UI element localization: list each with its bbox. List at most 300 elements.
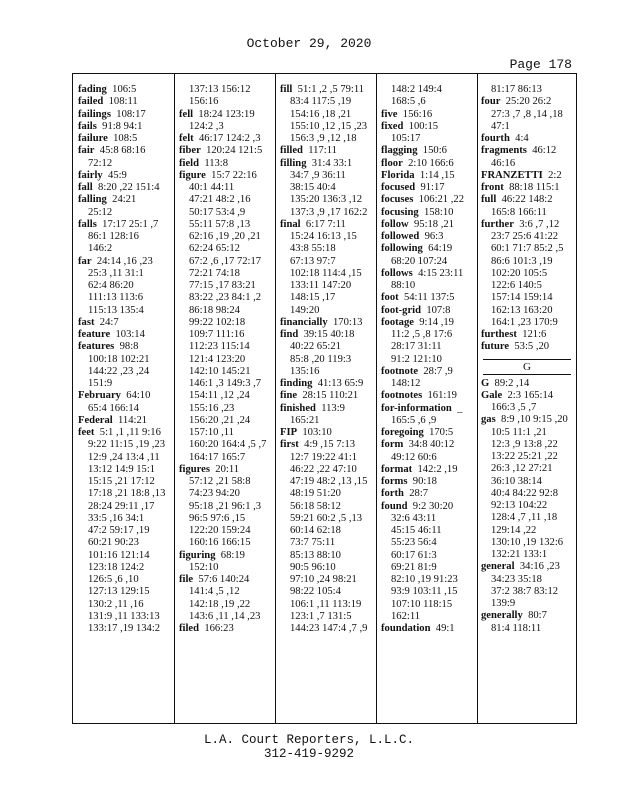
index-references: 91:17 [420,182,445,193]
index-headword: first [280,439,299,451]
index-continuation: 164:1 ,23 170:9 [491,316,558,328]
index-continuation: 144:23 147:4 ,7 ,9 [290,623,368,634]
index-entry [381,501,475,513]
index-headword: future [481,341,510,353]
index-references: 170:5 [429,427,454,438]
index-headword: finding [280,378,313,389]
index-references: 39:15 40:18 [303,329,355,340]
index-entry [381,268,475,280]
index-continuation: 96:5 97:6 ,15 [189,512,246,524]
index-headword: G [481,377,490,389]
index-headword: fading [78,84,107,95]
index-references: 6:17 7:11 [305,218,346,230]
index-continuation: 148:12 [391,378,421,389]
index-continuation: 139:9 [491,598,516,609]
index-headword: fair [78,145,95,157]
index-entry [280,403,374,415]
index-references: 117:11 [308,145,337,157]
index-continuation: 151:9 [88,378,113,389]
index-references: 120:24 121:5 [206,145,263,157]
index-entry [78,170,172,182]
index-references: 88:18 115:1 [509,182,560,193]
index-entry [481,378,573,390]
index-references: 1:14 ,15 [419,169,455,181]
index-references: 28:7 [409,488,429,500]
index-continuation: 73:7 75:11 [290,537,336,549]
index-headword: fragments [481,145,527,157]
index-references: 161:19 [427,390,457,402]
index-headword: foregoing [381,427,424,438]
index-continuation: 48:19 51:20 [290,488,341,500]
index-references: 24:7 [99,316,119,328]
index-headword: figure [179,169,206,181]
index-references: 31:4 33:1 [311,157,353,169]
index-continuation: 146:1 ,3 149:3 ,7 [189,378,262,389]
index-references: 20:11 [215,463,240,475]
index-references: 17:17 25:1 ,7 [102,218,159,230]
index-continuation: 105:17 [391,133,421,144]
index-references: 46:22 148:2 [501,194,553,206]
index-continuation: 38:15 40:4 [290,182,336,193]
index-continuation: 60:1 71:7 85:2 ,5 [491,243,564,255]
index-continuation: 168:5 ,6 [391,96,426,108]
index-continuation: 144:22 ,23 ,24 [88,365,150,377]
index-continuation: 152:10 [189,561,219,573]
index-references: _ [457,402,463,414]
index-entry [280,84,374,96]
index-entry [381,158,475,170]
index-continuation: 25:3 ,11 31:1 [88,267,144,279]
index-continuation: 65:4 166:14 [88,402,139,414]
index-continuation: 143:6 ,11 ,14 ,23 [189,610,261,622]
index-entry [280,390,374,402]
index-continuation: 90:5 96:10 [290,561,336,573]
index-references: 90:18 [412,476,437,487]
index-references: 9:14 ,19 [419,316,454,328]
index-headword: flagging [381,145,418,157]
index-continuation: 148:2 149:4 [391,84,442,95]
index-entry [481,194,573,206]
index-continuation: 12:9 ,24 13:4 ,11 [88,451,160,463]
index-continuation: 88:10 [391,280,416,291]
index-continuation: 55:11 57:8 ,13 [189,218,251,230]
index-continuation: 60:17 61:3 [391,549,437,561]
index-references: 80:7 [528,610,547,622]
index-continuation: 62:24 65:12 [189,243,240,255]
index-continuation: 123:1 ,7 131:5 [290,610,352,622]
index-entry [481,341,573,353]
index-references: 45:8 68:16 [99,145,146,157]
index-continuation: 12:7 19:22 41:1 [290,451,358,463]
index-headword: falling [78,194,107,206]
index-headword: failings [78,108,111,120]
index-references: 113:9 [321,402,345,414]
index-continuation: 47:19 48:2 ,13 ,15 [290,476,368,487]
index-headword: footnotes [381,390,423,402]
index-entry [280,219,374,231]
index-entry [481,219,573,231]
index-continuation: 15:24 16:13 ,15 [290,231,357,242]
index-entry [381,439,475,451]
index-continuation: 68:20 107:24 [391,255,448,267]
index-headword: Federal [78,414,113,426]
index-continuation: 17:18 ,21 18:8 ,13 [88,488,166,500]
footer-company: L.A. Court Reporters, L.L.C. [203,733,415,747]
index-references: 158:10 [423,206,454,218]
index-entry [481,329,573,341]
index-continuation: 67:2 ,6 ,17 72:17 [189,255,262,267]
index-references: 8:9 ,10 9:15 ,20 [501,414,568,426]
index-headword: final [280,218,301,230]
index-references: 4:15 23:11 [418,267,464,279]
index-continuation: 112:23 115:14 [189,341,250,353]
index-headword: Gale [481,389,503,401]
column-divider [376,74,377,723]
index-continuation: 47:1 [491,120,510,132]
index-continuation: 111:13 113:6 [88,292,144,304]
index-continuation: 164:17 165:7 [189,451,246,463]
index-references: 96:3 [424,231,444,242]
index-continuation: 13:12 14:9 15:1 [88,463,156,475]
column-divider [174,74,175,723]
index-headword: follow [381,218,409,230]
index-continuation: 37:2 38:7 83:12 [491,585,559,597]
index-continuation: 10:5 11:1 ,21 [491,426,547,438]
index-entry [78,415,172,427]
index-entry [280,145,374,157]
index-entry [381,427,475,439]
index-continuation: 156:3 ,9 ,12 ,18 [290,133,357,144]
index-continuation: 85:13 88:10 [290,549,341,561]
index-continuation: 43:8 55:18 [290,243,336,255]
index-continuation: 165:21 [290,414,320,426]
index-headword: finished [280,402,316,414]
index-headword: filled [280,145,303,157]
index-continuation: 32:6 43:11 [391,512,437,524]
index-headword: focused [381,182,416,193]
index-headword: foot-grid [381,304,422,316]
index-headword: following [381,243,423,255]
index-continuation: 109:7 111:16 [189,329,245,340]
index-headword: falls [78,218,97,230]
index-headword: figures [179,463,210,475]
index-headword: fourth [481,133,510,144]
index-continuation: 127:13 129:15 [88,586,150,598]
index-headword: foot [381,292,399,304]
index-continuation: 40:1 44:11 [189,182,235,193]
index-references: 51:1 ,2 ,5 79:11 [297,84,365,95]
index-entry [381,403,475,415]
index-continuation: 160:16 166:15 [189,537,251,549]
index-references: 114:21 [118,414,148,426]
index-continuation: 86:6 101:3 ,19 [491,255,553,267]
index-continuation: 101:16 121:14 [88,549,150,561]
index-continuation: 102:20 105:5 [491,267,548,279]
index-continuation: 122:20 159:24 [189,525,251,536]
index-entry [481,170,573,182]
index-references: 4:9 ,15 7:13 [304,439,356,451]
index-entry [381,390,475,402]
index-continuation: 40:4 84:22 92:8 [491,487,559,499]
index-continuation: 123:18 124:2 [88,561,145,573]
index-column-5-top [481,84,573,354]
index-headword: generally [481,610,523,622]
index-continuation: 81:17 86:13 [491,84,542,95]
index-headword: format [381,463,413,475]
index-continuation: 81:4 118:11 [491,622,542,634]
index-continuation: 56:18 58:12 [290,500,341,512]
index-headword: four [481,96,501,108]
index-references: 46:17 124:2 ,3 [199,133,261,144]
index-references: 57:6 140:24 [198,574,250,585]
footer [0,733,618,761]
index-headword: financially [280,316,328,328]
index-headword: floor [381,157,403,169]
index-continuation: 59:21 60:2 ,5 ,13 [290,512,363,524]
index-continuation: 23:7 25:6 41:22 [491,231,559,242]
index-references: 68:19 [220,549,245,561]
index-entry [78,317,172,329]
index-references: 24:14 ,16 ,23 [96,255,153,267]
index-continuation: 166:3 ,5 ,7 [491,402,537,413]
index-continuation: 128:4 ,7 ,11 ,18 [491,512,558,524]
index-references: 54:11 137:5 [403,292,455,304]
index-references: 108:5 [113,133,138,144]
index-headword: followed [381,231,420,242]
index-continuation: 46:22 ,22 47:10 [290,463,357,475]
index-column-5-bottom [481,378,573,635]
index-references: 108:11 [108,96,138,108]
index-references: 156:16 [402,108,433,120]
index-continuation: 25:12 [88,206,113,218]
index-continuation: 121:4 123:20 [189,353,246,365]
index-entry [78,145,172,157]
index-continuation: 100:18 102:21 [88,353,150,365]
index-continuation: 102:18 114:4 ,15 [290,267,362,279]
index-entry [78,109,172,121]
index-continuation: 82:10 ,19 91:23 [391,574,458,585]
index-entry [78,341,172,353]
index-entry [381,366,475,378]
index-references: 95:18 ,21 [413,218,454,230]
index-continuation: 98:22 105:4 [290,586,341,598]
index-headword: further [481,218,514,230]
index-continuation: 122:6 140:5 [491,280,542,291]
index-references: 107:8 [426,304,451,316]
index-references: 64:10 [126,390,151,402]
index-continuation: 72:21 74:18 [189,267,240,279]
index-headword: fell [179,108,194,120]
index-continuation: 130:10 ,19 132:6 [491,536,564,548]
index-continuation: 28:17 31:11 [391,341,442,353]
index-entry [381,317,475,329]
index-entry [481,145,573,157]
index-continuation: 28:24 29:11 ,17 [88,500,155,512]
index-entry [280,378,374,390]
index-continuation: 67:13 97:7 [290,255,336,267]
index-entry [481,561,573,573]
index-entry [481,96,573,108]
index-entry [78,84,172,96]
index-entry [78,96,172,108]
index-references: 45:9 [108,169,127,181]
index-continuation: 99:22 102:18 [189,316,246,328]
index-continuation: 162:13 163:20 [491,304,553,316]
index-continuation: 97:10 ,24 98:21 [290,574,357,585]
index-continuation: 86:18 98:24 [189,304,240,316]
index-entry [381,243,475,255]
index-continuation: 13:22 25:21 ,22 [491,451,558,462]
index-continuation: 12:3 ,9 13:8 ,22 [491,438,558,450]
index-entry [381,207,475,219]
index-column-1 [78,84,172,719]
index-entry [179,574,273,586]
index-references: 103:10 [302,427,332,438]
index-entry [179,109,273,121]
index-entry [481,182,573,194]
index-continuation: 15:15 ,21 17:12 [88,476,155,487]
index-references: 91:8 94:1 [102,120,143,132]
index-references: 64:19 [428,243,453,255]
index-continuation: 91:2 121:10 [391,353,442,365]
index-headword: field [179,157,200,169]
index-headword: furthest [481,329,517,340]
index-headword: fails [78,120,97,132]
index-headword: focuses [381,194,414,206]
index-continuation: 11:2 ,5 ,8 17:6 [391,329,453,340]
index-references: 2:3 165:14 [507,389,554,401]
index-continuation: 132:21 133:1 [491,549,548,560]
index-headword: fine [280,390,298,402]
index-references: 5:1 ,1 ,11 9:16 [99,427,161,438]
index-references: 25:20 26:2 [505,96,552,108]
index-continuation: 135:20 136:3 ,12 [290,194,363,206]
index-entry [381,488,475,500]
index-continuation: 155:10 ,12 ,15 ,23 [290,120,368,132]
section-letter-heading: G [483,360,571,375]
index-entry [481,390,573,402]
index-references: 106:5 [112,84,137,95]
index-references: 142:2 ,19 [417,463,458,475]
index-headword: form [381,439,404,451]
index-headword: forms [381,476,408,487]
index-entry [381,109,475,121]
index-headword: FRANZETTI [481,169,543,181]
index-continuation: 57:12 ,21 58:8 [189,476,251,487]
index-continuation: 33:5 ,16 34:1 [88,512,145,524]
index-headword: felt [179,133,194,144]
index-continuation: 74:23 94:20 [189,488,240,500]
index-continuation: 157:10 ,11 [189,427,234,438]
index-headword: follows [381,267,413,279]
index-references: 28:15 110:21 [302,390,359,402]
index-entry [381,476,475,488]
index-headword: failure [78,133,108,144]
word-index-box [72,73,577,724]
index-headword: figuring [179,549,216,561]
index-references: 113:8 [204,157,229,169]
index-continuation: 106:1 ,11 113:19 [290,598,362,610]
index-entry [381,145,475,157]
index-headword: five [381,108,398,120]
index-entry [78,194,172,206]
index-continuation: 69:21 81:9 [391,561,437,573]
index-entry [381,464,475,476]
index-headword: fixed [381,120,404,132]
index-continuation: 49:12 60:6 [391,451,437,463]
index-continuation: 50:17 53:4 ,9 [189,206,246,218]
index-headword: Florida [381,169,415,181]
index-continuation: 137:13 156:12 [189,84,251,95]
index-continuation: 148:15 ,17 [290,292,336,304]
index-entry [381,219,475,231]
index-references: 18:24 123:19 [198,108,255,120]
index-continuation: 135:16 [290,365,320,377]
index-continuation: 92:13 104:22 [491,500,548,511]
index-continuation: 154:11 ,12 ,24 [189,390,250,402]
index-continuation: 85:8 ,20 119:3 [290,353,352,365]
index-entry [381,231,475,243]
index-references: 8:20 ,22 151:4 [98,182,160,193]
index-entry [481,133,573,145]
index-continuation: 156:16 [189,96,219,108]
index-references: 166:23 [204,623,234,634]
index-entry [78,219,172,231]
column-divider [275,74,276,723]
index-entry [280,329,374,341]
index-continuation: 60:14 62:18 [290,525,341,536]
index-entry [179,158,273,170]
index-references: 106:21 ,22 [418,194,464,206]
index-continuation: 157:14 159:14 [491,292,553,304]
index-headword: feet [78,427,95,438]
index-headword: full [481,194,497,206]
index-entry [179,145,273,157]
index-continuation: 83:22 ,23 84:1 ,2 [189,292,262,304]
index-references: 49:1 [435,623,455,634]
index-entry [381,182,475,194]
index-entry [280,427,374,439]
index-references: 89:2 ,14 [494,377,530,389]
index-references: 3:6 ,7 ,12 [519,218,560,230]
index-entry [78,133,172,145]
index-entry [381,194,475,206]
index-entry [481,610,573,622]
index-references: 98:8 [119,341,139,353]
index-entry [381,623,475,635]
index-references: 46:12 [532,145,557,157]
index-headword: feature [78,329,111,340]
index-column-3 [280,84,374,719]
index-entry [78,182,172,194]
index-references: 170:13 [332,316,363,328]
index-references: 150:6 [422,145,447,157]
index-references: 34:16 ,23 [519,561,560,573]
index-references: 9:2 30:20 [412,500,454,512]
index-continuation: 83:4 117:5 ,19 [290,96,352,108]
index-references: 121:6 [522,329,547,340]
index-continuation: 77:15 ,17 83:21 [189,280,256,291]
index-column-4 [381,84,475,719]
index-continuation: 133:11 147:20 [290,280,352,291]
index-continuation: 160:20 164:4 ,5 ,7 [189,439,267,451]
page-number: Page 178 [509,57,572,72]
index-references: 24:21 [112,194,137,206]
index-continuation: 60:21 90:23 [88,537,139,549]
index-headword: fill [280,84,293,95]
index-headword: front [481,182,504,193]
index-continuation: 34:7 ,9 36:11 [290,169,346,181]
